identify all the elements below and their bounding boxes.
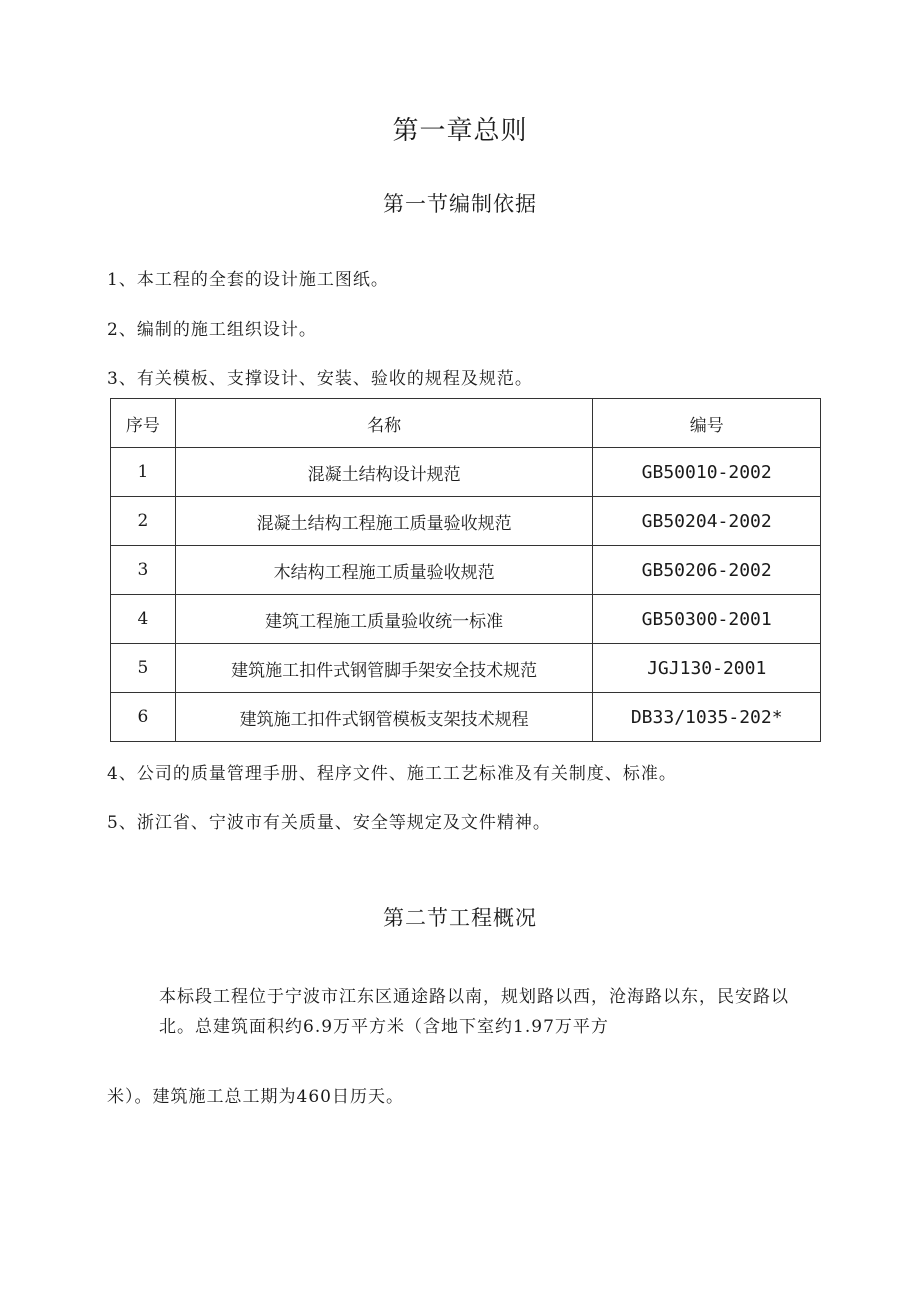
cell-index: 3 — [111, 546, 176, 595]
cell-index: 6 — [111, 693, 176, 742]
basis-item-1: 1、本工程的全套的设计施工图纸。 — [107, 270, 389, 290]
project-overview-paragraph — [107, 982, 817, 1112]
overview-line-1: 本标段工程位于宁波市江东区通途路以南，规划路以西，沧海路以东，民安路以北。总建筑面积约6.9万平方米（含地下室约1.97万平方 — [159, 987, 789, 1037]
cell-name: 混凝土结构设计规范 — [175, 448, 593, 497]
cell-name: 木结构工程施工质量验收规范 — [175, 546, 593, 595]
header-code: 编号 — [593, 399, 821, 448]
table-row — [111, 448, 821, 497]
cell-index: 5 — [111, 644, 176, 693]
cell-index: 1 — [111, 448, 176, 497]
cell-name: 建筑工程施工质量验收统一标准 — [175, 595, 593, 644]
basis-item-3: 3、有关模板、支撑设计、安装、验收的规程及规范。 — [107, 369, 533, 389]
cell-name: 混凝土结构工程施工质量验收规范 — [175, 497, 593, 546]
header-name: 名称 — [175, 399, 593, 448]
basis-item-5: 5、浙江省、宁波市有关质量、安全等规定及文件精神。 — [107, 813, 551, 833]
cell-code: GB50010-2002 — [593, 448, 821, 497]
header-index: 序号 — [111, 399, 176, 448]
section-title-compilation-basis: 第一节编制依据 — [383, 192, 537, 216]
table-row — [111, 546, 821, 595]
cell-code: GB50204-2002 — [593, 497, 821, 546]
cell-code: DB33/1035-202* — [593, 693, 821, 742]
cell-code: GB50206-2002 — [593, 546, 821, 595]
table-row — [111, 693, 821, 742]
table-row — [111, 595, 821, 644]
cell-name: 建筑施工扣件式钢管模板支架技术规程 — [175, 693, 593, 742]
standards-table — [110, 398, 821, 742]
overview-line-2: 米）。建筑施工总工期为460日历天。 — [107, 1087, 404, 1107]
cell-code: GB50300-2001 — [593, 595, 821, 644]
cell-name: 建筑施工扣件式钢管脚手架安全技术规范 — [175, 644, 593, 693]
cell-index: 4 — [111, 595, 176, 644]
table-row — [111, 644, 821, 693]
chapter-title: 第一章总则 — [392, 116, 528, 146]
basis-item-4: 4、公司的质量管理手册、程序文件、施工工艺标准及有关制度、标准。 — [107, 764, 677, 784]
basis-item-2: 2、编制的施工组织设计。 — [107, 320, 317, 340]
cell-code: JGJ130-2001 — [593, 644, 821, 693]
table-row — [111, 497, 821, 546]
cell-index: 2 — [111, 497, 176, 546]
section-title-project-overview: 第二节工程概况 — [383, 906, 537, 930]
table-header-row — [111, 399, 821, 448]
